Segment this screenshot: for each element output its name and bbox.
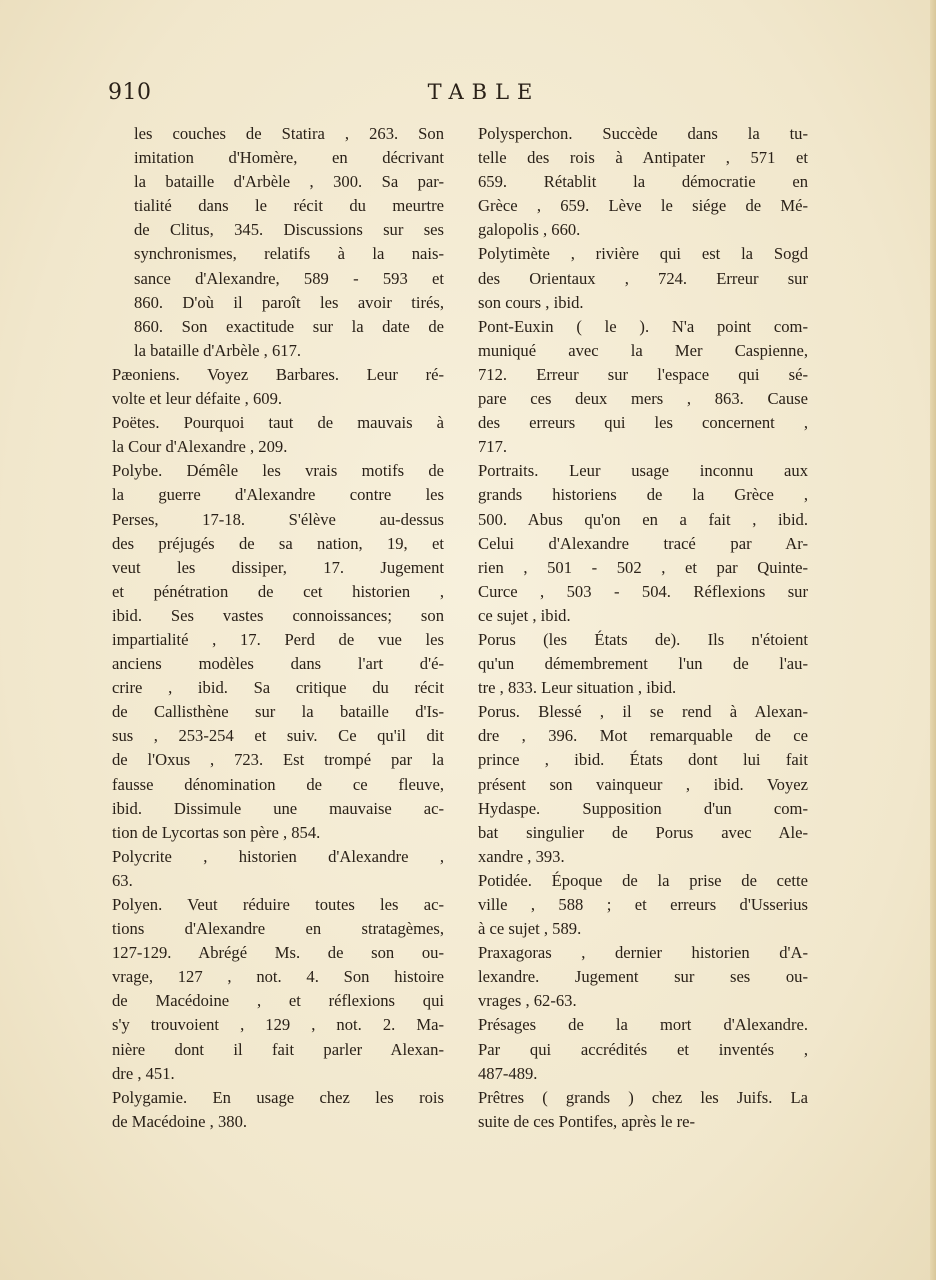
entry-line: Polygamie. En usage chez les rois xyxy=(112,1087,444,1107)
entry-line: la Cour d'Alexandre , 209. xyxy=(112,437,288,457)
entry-line: ibid. Dissimule une mauvaise ac- xyxy=(112,798,444,818)
index-entry xyxy=(112,893,444,1086)
entry-line: 487-489. xyxy=(478,1063,538,1083)
entry-line: 717. xyxy=(478,437,508,457)
entry-line: Présages de la mort d'Alexandre. xyxy=(478,1015,808,1035)
entry-line: des Orientaux , 724. Erreur sur xyxy=(478,268,808,288)
entry-line: lexandre. Jugement sur ses ou- xyxy=(478,967,808,987)
left-column xyxy=(112,122,444,1134)
entry-line: 63. xyxy=(112,870,133,890)
entry-line: ville , 588 ; et erreurs d'Usserius xyxy=(478,895,808,914)
entry-line: s'y trouvoient , 129 , not. 2. Ma- xyxy=(112,1015,444,1035)
entry-line: fausse dénomination de ce fleuve, xyxy=(112,774,444,794)
entry-line: tions d'Alexandre en stratagèmes, xyxy=(112,919,444,939)
entry-line: de Macédoine , et réflexions qui xyxy=(112,991,444,1011)
entry-line: de Clitus, 345. Discussions sur ses xyxy=(134,220,444,240)
entry-line: Hydaspe. Supposition d'un com- xyxy=(478,798,808,818)
index-entry xyxy=(478,700,808,869)
index-entry xyxy=(478,459,808,628)
entry-line: Curce , 503 - 504. Réflexions sur xyxy=(478,581,808,601)
index-entry xyxy=(112,122,444,363)
entry-line: tre , 833. Leur situation , ibid. xyxy=(478,678,677,698)
entry-line: muniqué avec la Mer Caspienne, xyxy=(478,340,808,360)
entry-line: des préjugés de sa nation, 19, et xyxy=(112,533,444,553)
entry-line: vrages , 62-63. xyxy=(478,991,577,1011)
entry-line: nière dont il fait parler Alexan- xyxy=(112,1039,444,1059)
entry-line: de l'Oxus , 723. Est trompé par la xyxy=(112,750,444,770)
entry-line: 659. Rétablit la démocratie en xyxy=(478,172,808,192)
entry-line: vrage, 127 , not. 4. Son histoire xyxy=(112,967,444,987)
entry-line: 712. Erreur sur l'espace qui sé- xyxy=(478,364,808,384)
entry-line: tion de Lycortas son père , 854. xyxy=(112,822,321,842)
entry-line: grands historiens de la Grèce , xyxy=(478,485,808,505)
entry-line: sance d'Alexandre, 589 - 593 et xyxy=(134,268,444,288)
entry-line: 500. Abus qu'on en a fait , ibid. xyxy=(478,509,808,529)
index-entry xyxy=(478,869,808,941)
entry-line: 860. Son exactitude sur la date de xyxy=(134,316,444,336)
entry-line: prince , ibid. États dont lui fait xyxy=(478,750,808,770)
entry-line: veut les dissiper, 17. Jugement xyxy=(112,557,444,577)
entry-line: dre , 396. Mot remarquable de ce xyxy=(478,726,808,746)
entry-line: imitation d'Homère, en décrivant xyxy=(134,148,444,168)
index-entry xyxy=(478,242,808,314)
entry-line: les couches de Statira , 263. Son xyxy=(134,124,444,143)
entry-line: volte et leur défaite , 609. xyxy=(112,389,283,409)
entry-line: crire , ibid. Sa critique du récit xyxy=(112,678,444,698)
entry-line: la guerre d'Alexandre contre les xyxy=(112,485,444,505)
entry-line: bat singulier de Porus avec Ale- xyxy=(478,822,808,842)
index-entry xyxy=(478,941,808,1013)
entry-line: ce sujet , ibid. xyxy=(478,605,571,625)
entry-line: Potidée. Époque de la prise de cette xyxy=(478,870,808,890)
entry-line: Polycrite , historien d'Alexandre , xyxy=(112,846,444,866)
entry-line: à ce sujet , 589. xyxy=(478,919,582,939)
entry-line: Pæoniens. Voyez Barbares. Leur ré- xyxy=(112,364,444,384)
entry-line: Porus. Blessé , il se rend à Alexan- xyxy=(478,702,808,722)
entry-line: Poëtes. Pourquoi taut de mauvais à xyxy=(112,413,444,433)
page-header xyxy=(108,78,808,112)
entry-line: des erreurs qui les concernent , xyxy=(478,413,808,433)
entry-line: et pénétration de cet historien , xyxy=(112,581,444,601)
entry-line: Grèce , 659. Lève le siége de Mé- xyxy=(478,196,808,216)
entry-line: Praxagoras , dernier historien d'A- xyxy=(478,943,808,963)
index-entry xyxy=(478,628,808,700)
entry-line: qu'un démembrement l'un de l'au- xyxy=(478,654,808,674)
entry-line: de Callisthène sur la bataille d'Is- xyxy=(112,702,444,722)
entry-line: la bataille d'Arbèle , 617. xyxy=(134,340,302,360)
page-number: 910 xyxy=(108,80,152,105)
right-column xyxy=(478,122,808,1134)
entry-line: Par qui accrédités et inventés , xyxy=(478,1039,808,1059)
entry-line: galopolis , 660. xyxy=(478,220,581,240)
index-entry xyxy=(112,411,444,459)
index-entry xyxy=(478,1086,808,1134)
index-entry xyxy=(478,1013,808,1085)
entry-line: Pont-Euxin ( le ). N'a point com- xyxy=(478,316,808,336)
page-edge xyxy=(930,0,936,1280)
entry-line: Perses, 17-18. S'élève au-dessus xyxy=(112,509,444,529)
entry-line: Porus (les États de). Ils n'étoient xyxy=(478,629,808,649)
entry-line: synchronismes, relatifs à la nais- xyxy=(134,244,444,264)
entry-line: Celui d'Alexandre tracé par Ar- xyxy=(478,533,808,553)
entry-line: Portraits. Leur usage inconnu aux xyxy=(478,461,808,481)
index-entry xyxy=(478,315,808,460)
entry-line: ibid. Ses vastes connoissances; son xyxy=(112,605,444,625)
index-entry xyxy=(112,363,444,411)
entry-line: de Macédoine , 380. xyxy=(112,1111,248,1131)
entry-line: anciens modèles dans l'art d'é- xyxy=(112,654,444,674)
entry-line: 860. D'où il paroît les avoir tirés, xyxy=(134,292,444,312)
entry-line: Polytimète , rivière qui est la Sogd xyxy=(478,244,808,264)
entry-line: son cours , ibid. xyxy=(478,292,584,312)
running-title: TABLE xyxy=(427,80,541,104)
index-entry xyxy=(478,122,808,242)
entry-line: Polysperchon. Succède dans la tu- xyxy=(478,124,808,143)
entry-line: sus , 253-254 et suiv. Ce qu'il dit xyxy=(112,726,444,746)
entry-line: la bataille d'Arbèle , 300. Sa par- xyxy=(134,172,444,192)
entry-line: dre , 451. xyxy=(112,1063,175,1083)
entry-line: tialité dans le récit du meurtre xyxy=(134,196,444,216)
index-entry xyxy=(112,1086,444,1134)
entry-line: Polyen. Veut réduire toutes les ac- xyxy=(112,895,444,914)
entry-line: suite de ces Pontifes, après le re- xyxy=(478,1111,696,1131)
entry-line: rien , 501 - 502 , et par Quinte- xyxy=(478,557,808,577)
entry-line: pare ces deux mers , 863. Cause xyxy=(478,389,808,409)
entry-line: 127-129. Abrégé Ms. de son ou- xyxy=(112,943,444,963)
entry-line: impartialité , 17. Perd de vue les xyxy=(112,629,444,649)
entry-line: telle des rois à Antipater , 571 et xyxy=(478,148,808,168)
entry-line: Prêtres ( grands ) chez les Juifs. La xyxy=(478,1087,808,1107)
entry-line: Polybe. Démêle les vrais motifs de xyxy=(112,461,444,481)
entry-line: présent son vainqueur , ibid. Voyez xyxy=(478,774,808,794)
entry-line: xandre , 393. xyxy=(478,846,565,866)
index-entry xyxy=(112,459,444,845)
index-entry xyxy=(112,845,444,893)
